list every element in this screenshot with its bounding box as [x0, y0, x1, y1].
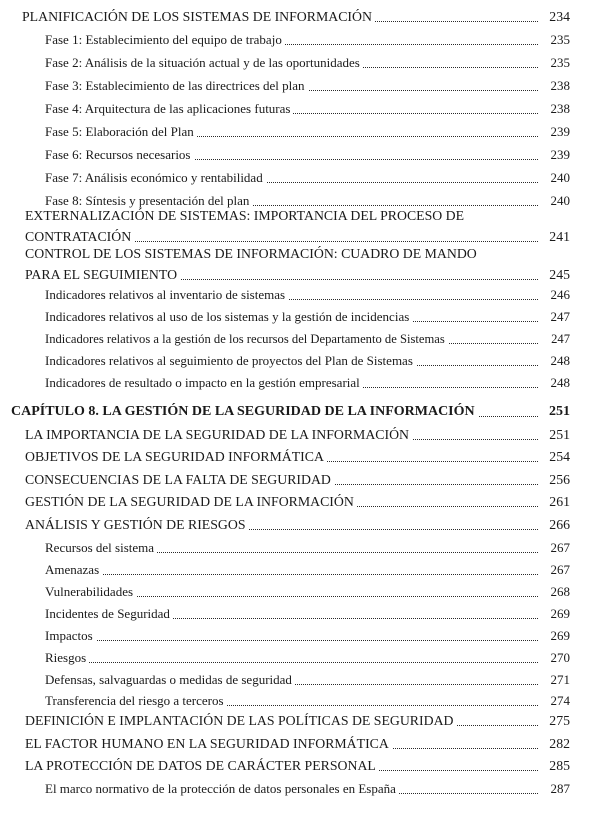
toc-entry-page: 235	[550, 55, 570, 70]
toc-entry-title: Amenazas	[45, 562, 102, 577]
toc-entry-page: 285	[549, 758, 570, 773]
toc-entry-title: El marco normativo de la protección de datos personales en España	[45, 781, 399, 796]
toc-entry-title: Indicadores relativos al inventario de sistemas	[45, 287, 288, 302]
toc-entry	[0, 6, 600, 28]
toc-entry	[0, 424, 600, 446]
chapter-title: CAPÍTULO 8. LA GESTIÓN DE LA SEGURIDAD DE LA INFORMACIÓN	[11, 404, 478, 419]
toc-entry-page: 234	[549, 9, 570, 24]
toc-entry	[0, 469, 600, 491]
toc-entry-page: 239	[550, 124, 570, 139]
toc-entry-page: 287	[550, 781, 570, 796]
toc-entry-title-line1: EXTERNALIZACIÓN DE SISTEMAS: IMPORTANCIA DEL PROCESO DE	[25, 208, 465, 223]
toc-entry-page: 247	[550, 309, 570, 324]
toc-entry-page: 240	[550, 193, 570, 208]
toc-entry-page: 239	[550, 147, 570, 162]
toc-entry-title: Indicadores de resultado o impacto en la gestión empresarial	[45, 375, 363, 390]
toc-entry	[0, 328, 600, 350]
toc-entry-page: 248	[550, 353, 570, 368]
toc-entry-title: CONSECUENCIAS DE LA FALTA DE SEGURIDAD	[25, 472, 334, 487]
toc-entry-title: ANÁLISIS Y GESTIÓN DE RIESGOS	[25, 517, 249, 532]
toc-entry-title: Fase 3: Establecimiento de las directrices del plan	[45, 78, 308, 93]
toc-entry-page: 275	[549, 713, 570, 728]
toc-entry	[0, 350, 600, 372]
toc-entry-page: 269	[550, 606, 570, 621]
toc-entry-page: 241	[549, 229, 570, 244]
toc-entry-title: Impactos	[45, 628, 96, 643]
toc-entry	[0, 446, 600, 468]
toc-entry-title: GESTIÓN DE LA SEGURIDAD DE LA INFORMACIÓN	[25, 494, 357, 509]
toc-entry-title: OBJETIVOS DE LA SEGURIDAD INFORMÁTICA	[25, 449, 327, 464]
toc-entry-title: Vulnerabilidades	[45, 584, 136, 599]
toc-entry	[0, 559, 600, 581]
toc-entry	[0, 372, 600, 394]
toc-entry-page: 266	[549, 517, 570, 532]
toc-entry	[0, 625, 600, 647]
toc-entry-title: DEFINICIÓN E IMPLANTACIÓN DE LAS POLÍTICAS DE SEGURIDAD	[25, 713, 457, 728]
toc-entry	[0, 647, 600, 669]
toc-entry	[0, 710, 600, 732]
toc-entry-page: 268	[550, 584, 570, 599]
toc-entry	[0, 778, 600, 800]
toc-entry-title: Transferencia del riesgo a terceros	[45, 693, 227, 708]
toc-entry	[0, 29, 600, 51]
toc-entry-title: Fase 4: Arquitectura de las aplicaciones futuras	[45, 101, 293, 116]
toc-entry	[0, 603, 600, 625]
toc-entry-page: 271	[550, 672, 570, 687]
toc-entry-page: 282	[549, 736, 570, 751]
toc-entry-page: 269	[550, 628, 570, 643]
toc-entry-title: Indicadores relativos al uso de los sistemas y la gestión de incidencias	[45, 309, 412, 324]
toc-entry	[0, 167, 600, 189]
toc-entry-title: EL FACTOR HUMANO EN LA SEGURIDAD INFORMÁTICA	[25, 736, 392, 751]
toc-entry	[0, 144, 600, 166]
toc-entry-page: 251	[549, 427, 570, 442]
toc-entry	[0, 243, 600, 282]
toc-entry-title: Fase 2: Análisis de la situación actual y de las oportunidades	[45, 55, 363, 70]
toc-entry-title: Fase 8: Síntesis y presentación del plan	[45, 193, 252, 208]
toc-entry	[0, 733, 600, 755]
toc-entry-page: 267	[550, 540, 570, 555]
toc-entry-page: 248	[550, 375, 570, 390]
toc-entry	[0, 669, 600, 691]
toc-entry	[0, 690, 600, 712]
toc-entry-page: 246	[550, 287, 570, 302]
toc-entry-title: Riesgos	[45, 650, 89, 665]
toc-entry-page: 274	[550, 693, 570, 708]
toc-entry-title: Fase 1: Establecimiento del equipo de trabajo	[45, 32, 285, 47]
toc-entry	[0, 306, 600, 328]
toc-entry-page: 261	[549, 494, 570, 509]
toc-entry-page: 254	[549, 449, 570, 464]
toc-entry-page: 238	[550, 78, 570, 93]
toc-entry	[0, 755, 600, 777]
toc-entry-title: Recursos del sistema	[45, 540, 157, 555]
toc-entry	[0, 205, 600, 244]
toc-entry-page: 247	[551, 332, 570, 346]
toc-entry	[0, 75, 600, 97]
toc-entry-title: Fase 7: Análisis económico y rentabilidad	[45, 170, 266, 185]
toc-entry-title: Fase 6: Recursos necesarios	[45, 147, 194, 162]
toc-entry-title: LA PROTECCIÓN DE DATOS DE CARÁCTER PERSONAL	[25, 758, 379, 773]
toc-entry-title-line2: CONTRATACIÓN	[25, 229, 134, 244]
toc-entry	[0, 52, 600, 74]
toc-entry-page: 240	[550, 170, 570, 185]
toc-entry-title: PLANIFICACIÓN DE LOS SISTEMAS DE INFORMACIÓN	[22, 9, 375, 24]
toc-entry-title: Defensas, salvaguardas o medidas de seguridad	[45, 672, 295, 687]
toc-entry-title-line1: CONTROL DE LOS SISTEMAS DE INFORMACIÓN: CUADRO DE MANDO	[25, 246, 477, 261]
toc-entry	[0, 284, 600, 306]
chapter-heading	[0, 401, 600, 423]
chapter-page: 251	[549, 404, 570, 419]
toc-entry	[0, 581, 600, 603]
toc-entry-page: 256	[549, 472, 570, 487]
toc-entry	[0, 98, 600, 120]
toc-entry-page: 238	[550, 101, 570, 116]
toc-entry-title: Indicadores relativos al seguimiento de proyectos del Plan de Sistemas	[45, 353, 416, 368]
toc-entry-title: Incidentes de Seguridad	[45, 606, 173, 621]
toc-entry-page: 235	[550, 32, 570, 47]
toc-entry-page: 267	[550, 562, 570, 577]
toc-entry-title: Indicadores relativos a la gestión de los recursos del Departamento de Sistemas	[45, 332, 448, 346]
toc-entry-page: 270	[550, 650, 570, 665]
toc-entry	[0, 491, 600, 513]
toc-entry	[0, 121, 600, 143]
toc-entry-title: Fase 5: Elaboración del Plan	[45, 124, 197, 139]
toc-entry-title: LA IMPORTANCIA DE LA SEGURIDAD DE LA INFORMACIÓN	[25, 427, 412, 442]
toc-entry-title-line2: PARA EL SEGUIMIENTO	[25, 267, 180, 282]
toc-entry	[0, 537, 600, 559]
toc-entry-page: 245	[549, 267, 570, 282]
toc-entry	[0, 514, 600, 536]
